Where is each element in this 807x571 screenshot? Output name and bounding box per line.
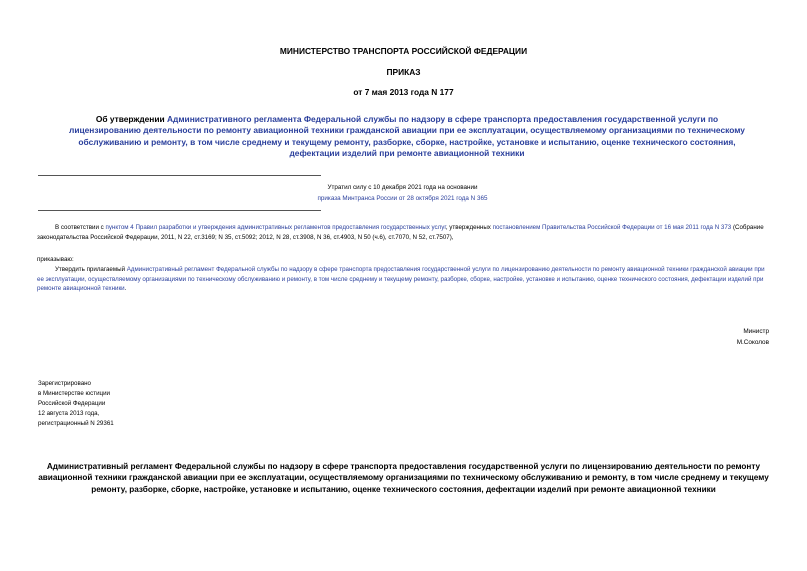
approve-suffix: .	[124, 285, 127, 293]
document-type: ПРИКАЗ	[386, 67, 421, 77]
approve-prefix: Утвердить прилагаемый	[55, 266, 127, 273]
registration-line: Российской Федерации	[38, 400, 106, 407]
title-prefix: Об утверждении	[95, 114, 167, 124]
document-title	[62, 114, 752, 160]
title-regulation-link[interactable]: Административного регламента Федеральной службы по надзору в сфере транспорта предоставления государственной услуги по лицензированию деятельности по ремонту авиационной техники гражданской авиации при ее эксплуатации, осуществляемому организациями по техническому обслуживанию и ремонту, в том числе среднему и текущему ремонту, разборке, сборке, настройке, установке и испытанию, оценке технического состояния, дефектации изделий при ремонте авиационной техники	[69, 114, 745, 159]
government-resolution-link[interactable]: постановлением Правительства Российской Федерации от 16 мая 2011 года N 373	[492, 224, 732, 231]
registration-line: Зарегистрировано	[38, 380, 91, 387]
approve-paragraph	[37, 265, 770, 294]
lost-force-notice	[220, 183, 585, 204]
registration-line: регистрационный N 29361	[38, 420, 114, 427]
preamble-paragraph	[37, 223, 770, 242]
signatory-name: М.Соколов	[736, 339, 769, 346]
document-date-number: от 7 мая 2013 года N 177	[353, 87, 454, 97]
preamble-mid: , утвержденных	[445, 224, 493, 231]
approved-regulation-link[interactable]: Административный регламент Федеральной службы по надзору в сфере транспорта предоставления государственной услуги по лицензированию деятельности по ремонту авиационной техники гражданской авиации при ее эксплуатации, осуществляемому организациями по техническому обслуживанию и ремонту, в том числе среднему и текущему ремонту, разборке, сборке, настройке, установке и испытанию, оценке технического состояния, дефектации изделий при ремонте авиационной техники	[37, 266, 765, 293]
registration-block	[38, 379, 114, 429]
preamble-prefix: В соответствии с	[55, 224, 106, 231]
appendix-title: Административный регламент Федеральной службы по надзору в сфере транспорта предоставления государственной услуги по лицензированию деятельности по ремонту авиационной техники гражданской авиации при ее эксплуатации, осуществляемому организациями по техническому обслуживанию и ремонту, в том числе среднему и текущему ремонту, разборке, сборке, настройке, установке и испытанию, оценке технического состояния, дефектации изделий при ремонте авиационной техники	[38, 462, 769, 494]
order-word: приказываю:	[37, 256, 74, 263]
bottom-divider	[38, 210, 321, 211]
top-divider	[38, 175, 321, 176]
lost-force-order-link[interactable]: приказа Минтранса России от 28 октября 2021 года N 365	[317, 194, 488, 202]
signatory-position: Министр	[743, 328, 769, 335]
preamble-suffix: (Собрание законодательства Российской Федерации, 2011, N 22, ст.3169; N 35, ст.5092; 2012, N 28, ст.3908, N 36, ст.4903, N 50 (ч.6), ст.7070, N 52, ст.7507),	[37, 224, 764, 241]
registration-line: в Министерстве юстиции	[38, 390, 111, 397]
ministry-heading: МИНИСТЕРСТВО ТРАНСПОРТА РОССИЙСКОЙ ФЕДЕРАЦИИ	[279, 46, 528, 56]
registration-line: 12 августа 2013 года,	[38, 410, 100, 417]
signature-block	[737, 326, 769, 348]
rules-item-link[interactable]: пунктом 4 Правил разработки и утверждения административных регламентов предоставления государственных услуг	[105, 224, 446, 231]
lost-force-text: Утратил силу с 10 декабря 2021 года на основании	[327, 184, 478, 191]
